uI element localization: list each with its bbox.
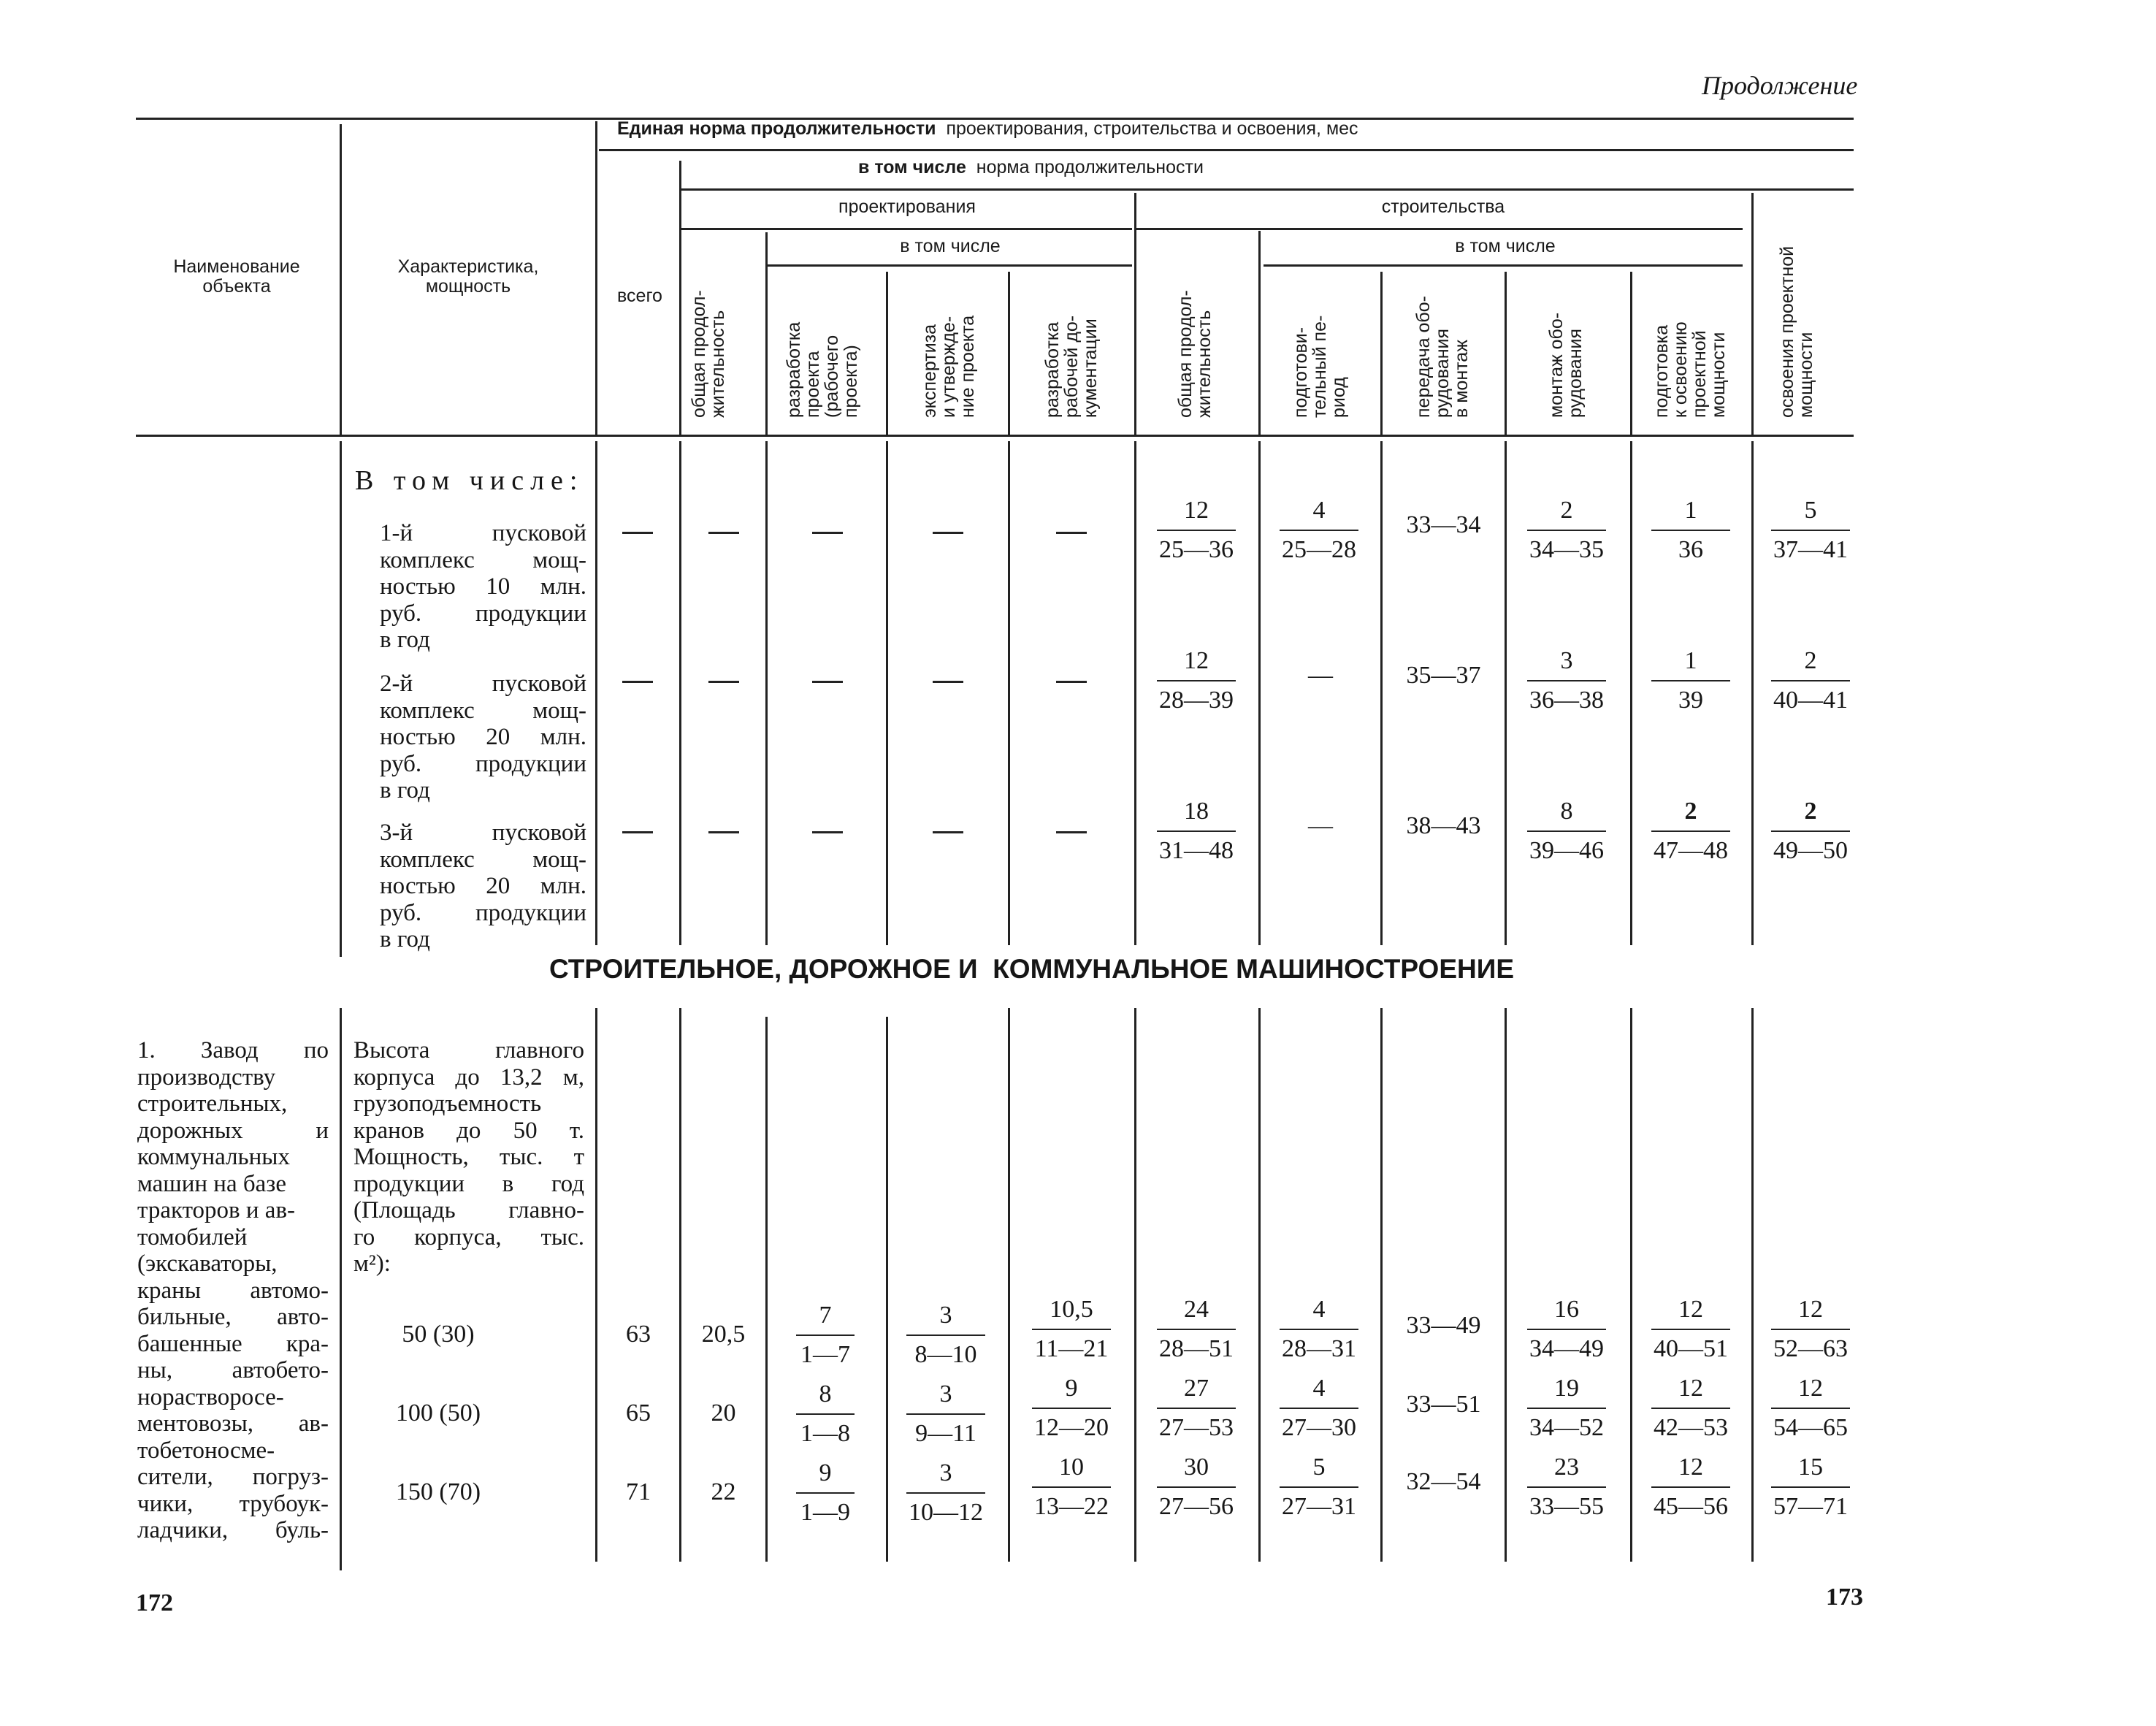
vline [1008, 441, 1010, 945]
header-constr-total: общая продол- жительность [1175, 290, 1215, 418]
fraction: 7 1—7 [771, 1302, 880, 1369]
cell-value: 38—43 [1406, 812, 1481, 839]
vline [1134, 441, 1136, 945]
vline [1258, 231, 1261, 435]
header-characteristic: Характеристика, мощность [397, 256, 539, 297]
design-total-value: 22 [711, 1478, 736, 1505]
cell-value: — [1308, 662, 1333, 689]
incl-label: В том числе: [355, 465, 584, 496]
vline [595, 441, 597, 945]
capacity-value: 50 (30) [402, 1321, 475, 1348]
plant-name: 1. Завод по производству строительных, дорожных и коммунальных машин на базе тракторов и ав- томобилей (экскаваторы, краны автомо- бильные, авто- башенные кра- ны, автобето- норастворосе- ментовозы, ав- тобетоносме- сители, погруз- чики, трубоук- ладчики, буль- [137, 1037, 329, 1543]
header-constr-incl: в том числе [1455, 236, 1556, 256]
dash [933, 532, 963, 534]
fraction: 8 1—8 [771, 1381, 880, 1448]
dash [812, 681, 843, 683]
header-unified-norm: Единая норма продолжительности проектирования, строительства и освоения, мес [617, 118, 1358, 139]
cell-value: 33—34 [1406, 511, 1481, 538]
rule-design [679, 228, 1132, 230]
dash [933, 831, 963, 833]
fraction: 12 40—51 [1636, 1296, 1746, 1363]
fraction: 18 31—48 [1142, 798, 1251, 865]
header-construction: строительства [1381, 196, 1505, 217]
fraction: 3 36—38 [1512, 647, 1621, 714]
fraction: 1 39 [1636, 647, 1746, 714]
fraction: 27 27—53 [1142, 1375, 1251, 1442]
fraction: 2 40—41 [1756, 647, 1865, 714]
vline [340, 441, 342, 957]
dash [622, 681, 653, 683]
fraction: 9 12—20 [1017, 1375, 1126, 1442]
fraction: 2 49—50 [1756, 798, 1865, 865]
dash [1056, 681, 1087, 683]
dash [622, 831, 653, 833]
dash [708, 681, 739, 683]
vline [1008, 272, 1010, 435]
fraction: 10 13—22 [1017, 1454, 1126, 1521]
fraction: 5 37—41 [1756, 497, 1865, 564]
fraction: 5 27—31 [1264, 1454, 1374, 1521]
fraction: 24 28—51 [1142, 1296, 1251, 1363]
cell-value: 32—54 [1406, 1468, 1481, 1495]
fraction: 16 34—49 [1512, 1296, 1621, 1363]
vline [1505, 1008, 1507, 1562]
cell-value: 33—49 [1406, 1312, 1481, 1339]
fraction: 12 28—39 [1142, 647, 1251, 714]
vline [1630, 441, 1632, 945]
rule-constr [1136, 228, 1743, 230]
fraction: 3 10—12 [891, 1459, 1001, 1527]
total-value: 65 [626, 1399, 651, 1427]
vline [340, 1008, 342, 1570]
header-design-expertise: экспертиза и утвержде- ние проекта [920, 315, 978, 418]
fraction: 4 28—31 [1264, 1296, 1374, 1363]
total-value: 63 [626, 1321, 651, 1348]
vline [1258, 441, 1261, 945]
header-constr-prep: подготови- тельный пе- риод [1291, 315, 1349, 418]
vline [1134, 1008, 1136, 1562]
fraction: 2 34—35 [1512, 497, 1621, 564]
rule-incl [679, 188, 1854, 191]
capacity-value: 100 (50) [395, 1399, 481, 1427]
vline [1008, 1008, 1010, 1562]
continuation-label: Продолжение [1702, 71, 1858, 100]
fraction: 3 8—10 [891, 1302, 1001, 1369]
vline [886, 1017, 888, 1562]
vline [1258, 1008, 1261, 1562]
fraction: 4 27—30 [1264, 1375, 1374, 1442]
fraction: 19 34—52 [1512, 1375, 1621, 1442]
rule-unified [599, 149, 1854, 151]
dash [812, 532, 843, 534]
fraction: 8 39—46 [1512, 798, 1621, 865]
header-object-name: Наименование объекта [173, 256, 300, 297]
header-design-total: общая продол- жительность [689, 290, 728, 418]
page-number-left: 172 [136, 1589, 173, 1616]
dash [708, 532, 739, 534]
vline [1751, 193, 1754, 435]
vline [1630, 272, 1632, 435]
fraction: 12 52—63 [1756, 1296, 1865, 1363]
fraction: 12 42—53 [1636, 1375, 1746, 1442]
rule-constr-incl [1264, 264, 1743, 267]
fraction: 12 45—56 [1636, 1454, 1746, 1521]
design-total-value: 20,5 [701, 1321, 746, 1348]
total-value: 71 [626, 1478, 651, 1505]
dash [622, 532, 653, 534]
vline [886, 272, 888, 435]
fraction: 23 33—55 [1512, 1454, 1621, 1521]
complex-3-label: 3-й пусковой комплекс мощ- ностью 20 млн. руб. продукции в год [380, 820, 586, 952]
fraction: 3 9—11 [891, 1381, 1001, 1448]
vline [1505, 272, 1507, 435]
vline [1751, 441, 1754, 945]
complex-1-label: 1-й пусковой комплекс мощ- ностью 10 млн. руб. продукции в год [380, 520, 586, 653]
header-constr-ready: подготовка к освоению проектной мощности [1651, 321, 1729, 418]
dash [812, 831, 843, 833]
page-number-right: 173 [1826, 1584, 1863, 1611]
vline [595, 121, 597, 435]
complex-2-label: 2-й пусковой комплекс мощ- ностью 20 млн. руб. продукции в год [380, 671, 586, 803]
fraction: 30 27—56 [1142, 1454, 1251, 1521]
fraction: 9 1—9 [771, 1459, 880, 1527]
vline [765, 232, 768, 435]
header-design-incl: в том числе [900, 236, 1001, 256]
cell-value: — [1308, 812, 1333, 839]
cell-value: 35—37 [1406, 662, 1481, 689]
header-mastering: освоения проектной мощности [1777, 245, 1816, 418]
fraction: 4 25—28 [1264, 497, 1374, 564]
rule-design-incl [767, 264, 1132, 267]
header-incl-norm: в том числе норма продолжительности [858, 157, 1204, 177]
dash [708, 831, 739, 833]
vline [340, 124, 342, 435]
vline [886, 441, 888, 945]
vline [1380, 272, 1383, 435]
fraction: 12 25—36 [1142, 497, 1251, 564]
dash [1056, 831, 1087, 833]
vline [679, 161, 681, 435]
header-constr-mount: монтаж обо- рудования [1546, 312, 1586, 418]
section-title: СТРОИТЕЛЬНОЕ, ДОРОЖНОЕ И КОММУНАЛЬНОЕ МАШИНОСТРОЕНИЕ [549, 954, 1515, 984]
vline [765, 1017, 768, 1562]
vline [679, 441, 681, 945]
header-constr-transfer: передача обо- рудования в монтаж [1413, 296, 1472, 418]
plant-characteristic: Высота главного корпуса до 13,2 м, грузоподъемность кранов до 50 т. Мощность, тыс. т продукции в год (Площадь главно- го корпуса, тыс. м²): [353, 1037, 584, 1277]
fraction: 1 36 [1636, 497, 1746, 564]
fraction: 10,5 11—21 [1017, 1296, 1126, 1363]
vline [1505, 441, 1507, 945]
cell-value: 33—51 [1406, 1391, 1481, 1418]
vline [765, 441, 768, 945]
design-total-value: 20 [711, 1399, 736, 1427]
header-design: проектирования [838, 196, 976, 217]
dash [933, 681, 963, 683]
dash [1056, 532, 1087, 534]
header-total: всего [617, 286, 662, 306]
fraction: 2 47—48 [1636, 798, 1746, 865]
fraction: 12 54—65 [1756, 1375, 1865, 1442]
vline [1751, 1008, 1754, 1562]
header-bottom-rule [136, 435, 1854, 437]
header-design-workdocs: разработка рабочей до- кументации [1042, 315, 1101, 418]
header-design-dev: разработка проекта (рабочего проекта) [784, 321, 861, 418]
vline [1630, 1008, 1632, 1562]
capacity-value: 150 (70) [395, 1478, 481, 1505]
vline [1134, 193, 1136, 435]
fraction: 15 57—71 [1756, 1454, 1865, 1521]
